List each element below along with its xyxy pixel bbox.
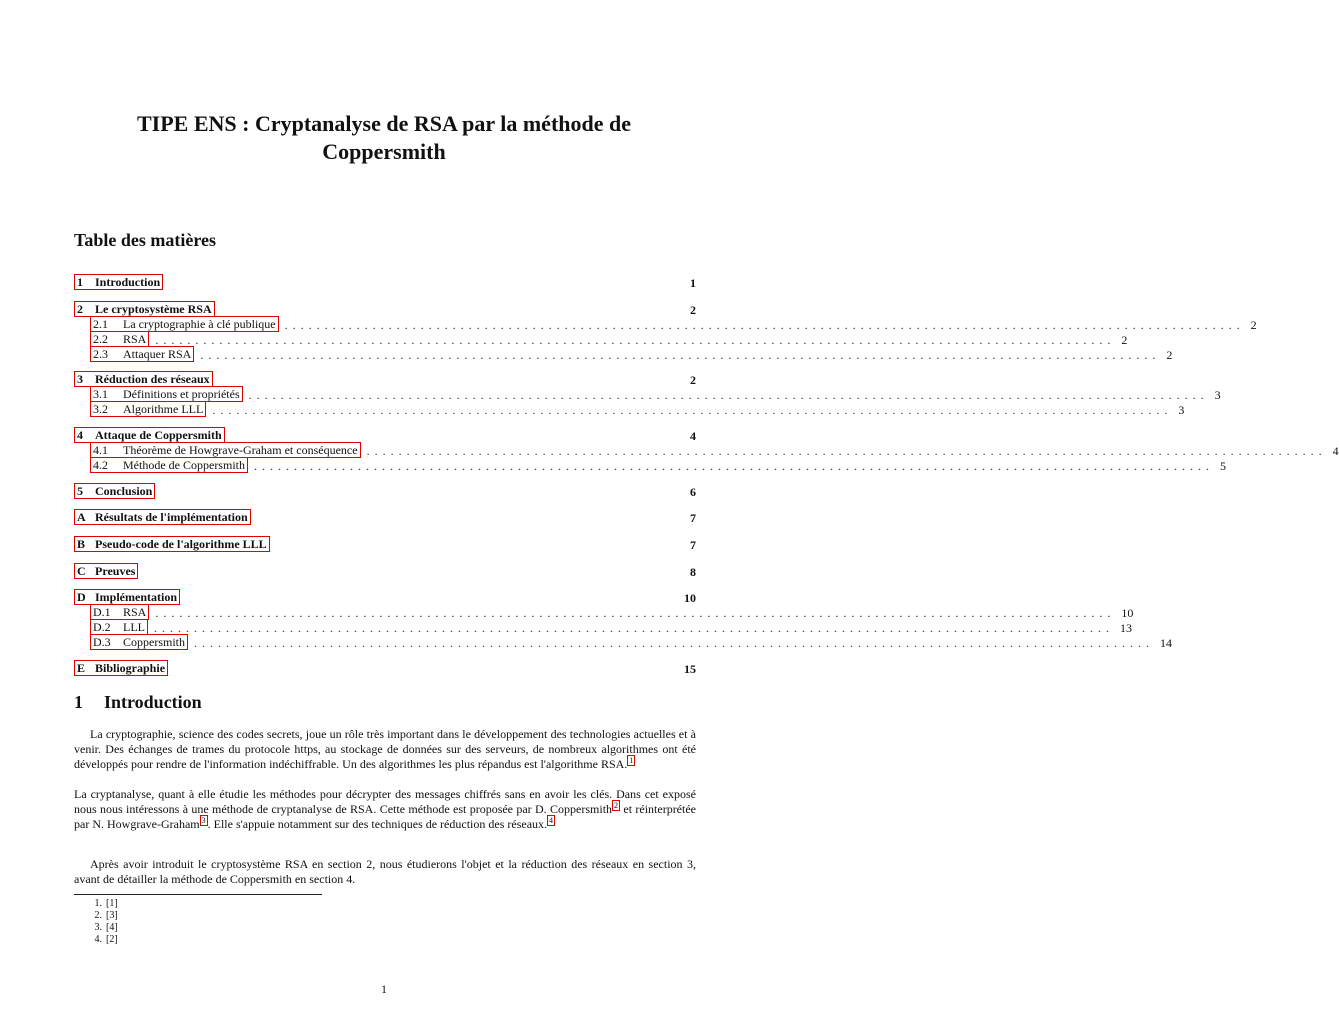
toc-link[interactable] [90,619,148,635]
footnote-item [88,934,118,946]
toc-page-number: 1 [690,276,696,290]
toc-entry-c [74,564,696,579]
toc-page-number: 7 [690,511,696,525]
toc-link[interactable] [90,634,188,650]
toc-page-number: 2 [690,373,696,387]
toc-label: RSA [123,605,147,619]
toc-page-number: 4 [1332,444,1339,458]
toc-number: 5 [77,484,83,498]
toc-entry-b [74,537,696,552]
page-number: 1 [381,982,387,996]
toc-page-number: 3 [1214,388,1221,402]
toc-label: Méthode de Coppersmith [123,458,245,472]
toc-page-number: 14 [1160,636,1172,650]
toc-label: LLL [123,620,145,634]
section-title: Introduction [104,692,202,712]
toc-label: La cryptographie à clé publique [123,317,276,331]
toc-link[interactable] [90,401,206,417]
toc-leader-dots: ........................................................................................................................ [248,388,1209,402]
toc-entry-1 [74,275,696,290]
toc-number: 2 [77,302,83,316]
toc-page-number: 13 [1120,621,1132,635]
toc-link[interactable] [90,346,194,362]
toc-entry-4 [74,428,696,443]
toc-page-number: 3 [1178,403,1185,417]
footnote-reference-link[interactable]: [3] [106,910,118,921]
footnote-reference-link[interactable]: [1] [106,898,118,909]
paragraph-2 [74,787,696,832]
toc-label: Pseudo-code de l'algorithme LLL [95,537,267,551]
toc-number: B [77,537,86,551]
toc-entry-d [74,590,696,605]
toc-entry-3-2 [74,402,1185,417]
toc-entry-2-3 [74,347,1173,362]
footnote-item [88,910,118,922]
toc-link[interactable] [74,371,213,387]
toc-label: Preuves [95,564,136,578]
toc-heading: Table des matières [74,230,216,250]
toc-number: 3.2 [93,402,108,416]
footnote-reference-link[interactable]: [4] [106,922,118,933]
toc-label: Coppersmith [123,635,185,649]
toc-link[interactable] [90,442,361,458]
toc-leader-dots: ........................................................................................................................ [194,636,1154,650]
toc-number: 3 [77,372,83,386]
toc-entry-2-2 [74,332,1128,347]
toc-label: Attaquer RSA [123,347,192,361]
toc-link[interactable] [74,509,251,525]
section-heading-introduction [74,692,202,713]
footnote-number: 2. [94,910,102,921]
footnote-link-1[interactable]: 1 [629,756,634,765]
toc-label: Réduction des réseaux [95,372,210,386]
toc-page-number: 2 [1166,348,1173,362]
footnote-number: 3. [94,922,102,933]
toc-leader-dots: ........................................................................................................................ [200,348,1161,362]
toc-entry-3 [74,372,696,387]
title-line-2: Coppersmith [322,139,446,164]
toc-link[interactable] [74,536,270,552]
toc-link[interactable] [74,563,138,579]
toc-entry-2-1 [74,317,1257,332]
toc-entry-2 [74,302,696,317]
toc-page-number: 15 [684,662,696,676]
paragraph-text: . Elle s'appuie notamment sur des techniques de réduction des réseaux. [207,817,548,831]
toc-link[interactable] [74,483,155,499]
toc-label: Définitions et propriétés [123,387,240,401]
toc-page-number: 2 [1250,318,1257,332]
toc-link[interactable] [74,589,180,605]
toc-number: 1 [77,275,83,289]
toc-number: D.1 [93,605,111,619]
toc-link[interactable] [74,301,215,317]
toc-page-number: 2 [1121,333,1128,347]
toc-entry-4-2 [74,458,1226,473]
toc-number: C [77,564,86,578]
toc-label: Introduction [95,275,161,289]
toc-page-number: 5 [1219,459,1226,473]
paragraph-1 [74,727,696,772]
toc-leader-dots: ........................................................................................................................ [154,621,1114,635]
toc-link[interactable] [90,386,243,402]
toc-label: RSA [123,332,147,346]
footnote-item [88,898,118,910]
document-title [0,110,768,166]
toc-leader-dots: ........................................................................................................................ [155,333,1116,347]
toc-page-number: 10 [1121,606,1134,620]
toc-leader-dots: ........................................................................................................................ [366,444,1327,458]
paragraph-text: La cryptographie, science des codes secrets, joue un rôle très important dans le développement des technologies actuelles et à venir. Des échanges de trames du protocole https, au stockage de données sur des serveurs, de nombreux algorithmes ont été développés pour rendre de l'information indéchiffrable. Un des algorithmes les plus répandus est l'algorithme RSA. [74,727,696,771]
toc-label: Conclusion [95,484,153,498]
toc-leader-dots: ........................................................................................................................ [253,459,1214,473]
toc-link[interactable] [90,316,279,332]
toc-page-number: 2 [690,303,696,317]
toc-link[interactable] [74,660,168,676]
title-line-1: TIPE ENS : Cryptanalyse de RSA par la méthode de [136,111,632,136]
toc-label: Algorithme LLL [123,402,204,416]
toc-number: D [77,590,86,604]
footnote-link-4[interactable]: 4 [549,816,554,825]
footnote-number: 1. [94,898,102,909]
toc-entry-d-2 [74,620,1132,635]
toc-entry-d-1 [74,605,1134,620]
toc-entry-e [74,661,696,676]
footnote-number: 4. [94,934,102,945]
toc-number: 3.1 [93,387,108,401]
toc-label: Théorème de Howgrave-Graham et conséquence [123,443,358,457]
footnotes [88,898,118,946]
footnote-link-2[interactable]: 2 [614,801,619,810]
toc-page-number: 6 [690,485,696,499]
footnote-reference-link[interactable]: [2] [106,934,118,945]
toc-link[interactable] [74,274,163,290]
toc-leader-dots: ........................................................................................................................ [155,606,1116,620]
toc-link[interactable] [90,331,149,347]
toc-label: Bibliographie [95,661,166,675]
toc-leader-dots: ........................................................................................................................ [284,318,1245,332]
footnote-link-3[interactable]: 3 [201,816,206,825]
toc-number: E [77,661,86,675]
paragraph-text: et réinterprétée par N. Howgrave-Graham [74,802,696,831]
toc-number: D.3 [93,635,111,649]
toc-number: 2.1 [93,317,108,331]
toc-entry-5 [74,484,696,499]
toc-entry-a [74,510,696,525]
toc-entry-d-3 [74,635,1172,650]
section-number: 1 [74,692,83,712]
paragraph-3: Après avoir introduit le cryptosystème RSA en section 2, nous étudierons l'objet et la réduction des réseaux en section 3, avant de détailler la méthode de Coppersmith en section 4. [74,857,696,886]
toc-page-number: 8 [690,565,696,579]
toc-entry-3-1 [74,387,1221,402]
toc-number: 4.2 [93,458,108,472]
toc-number: 4.1 [93,443,108,457]
toc-number: 2.2 [93,332,108,346]
toc-leader-dots: ........................................................................................................................ [212,403,1173,417]
toc-number: D.2 [93,620,111,634]
toc-number: 2.3 [93,347,108,361]
toc-number: A [77,510,86,524]
footnote-item [88,922,118,934]
toc-entry-4-1 [74,443,1339,458]
toc-link[interactable] [90,604,149,620]
toc-label: Implémentation [95,590,177,604]
toc-link[interactable] [90,457,248,473]
toc-label: Le cryptosystème RSA [95,302,212,316]
toc-number: 4 [77,428,83,442]
footnote-divider [74,894,322,895]
toc-page-number: 4 [690,429,696,443]
toc-link[interactable] [74,427,225,443]
toc-label: Résultats de l'implémentation [95,510,248,524]
toc-page-number: 7 [690,538,696,552]
toc-label: Attaque de Coppersmith [95,428,222,442]
paragraph-text: La cryptanalyse, quant à elle étudie les méthodes pour décrypter des messages chiffrés sans en avoir les clés. Dans cet exposé nous nous intéressons à une méthode de cryptanalyse de RSA. Cette méthode est proposée par D. Coppersmith [74,787,696,816]
toc-page-number: 10 [684,591,696,605]
